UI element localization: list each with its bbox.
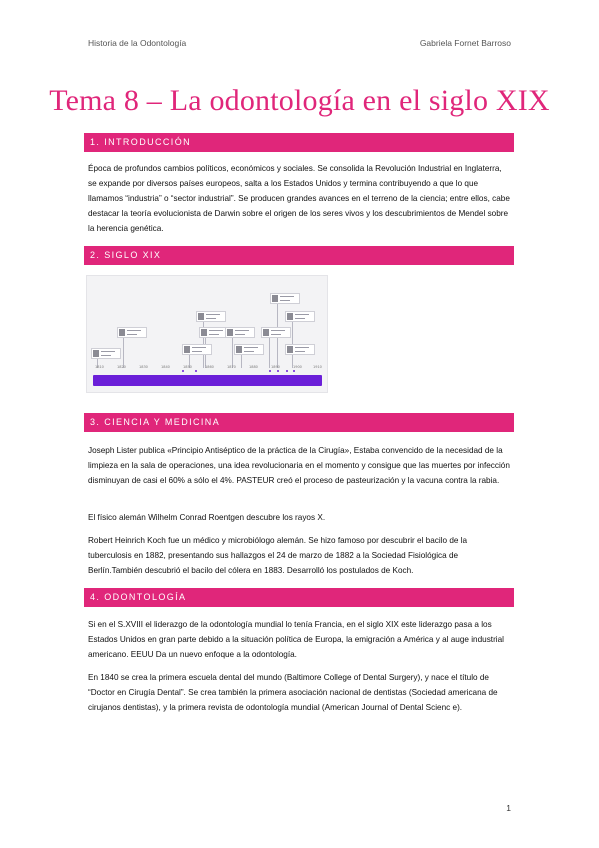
timeline-tick: 1910 xyxy=(313,365,322,369)
odontologia-paragraph-1: Si en el S.XVIII el liderazgo de la odontología mundial lo tenía Francia, en el siglo XIX este liderazgo pasa a los Estados Unidos en gran parte debido a la situación política de Europa, la emigración a América y al auge industrial americano. EEUU Da un nuevo enfoque a la odontología. xyxy=(88,620,504,659)
timeline-marker xyxy=(277,370,279,372)
section-heading-odontologia: 4. ODONTOLOGÍA xyxy=(84,588,514,607)
page-title: Tema 8 – La odontología en el siglo XIX xyxy=(49,84,550,117)
timeline-marker xyxy=(195,370,197,372)
timeline-tick: 1820 xyxy=(117,365,126,369)
page-number: 1 xyxy=(506,803,511,813)
timeline-event-card xyxy=(285,344,315,355)
timeline-marker xyxy=(269,370,271,372)
timeline-tick: 1840 xyxy=(161,365,170,369)
timeline-event-card xyxy=(91,348,121,359)
timeline-tick: 1810 xyxy=(95,365,104,369)
roentgen-paragraph: El físico alemán Wilhelm Conrad Roentgen descubre los rayos X. xyxy=(88,513,326,522)
timeline-tick: 1900 xyxy=(293,365,302,369)
timeline-event-card xyxy=(182,344,212,355)
timeline-tick: 1830 xyxy=(139,365,148,369)
timeline-event-card xyxy=(234,344,264,355)
timeline-stem xyxy=(203,316,204,368)
timeline-tick: 1890 xyxy=(271,365,280,369)
section-heading-ciencia-medicina: 3. CIENCIA Y MEDICINA xyxy=(84,413,514,432)
timeline-marker xyxy=(293,370,295,372)
section-heading-introduccion: 1. INTRODUCCIÓN xyxy=(84,133,514,152)
lister-pasteur-paragraph: Joseph Lister publica «Principio Antiséptico de la práctica de la Cirugía», Estaba convencido de la necesidad de la limpieza en la sala de operaciones, una idea revolucionaria en el momento y consigue que las muertes por infección disminuyan de casi el 60% a sólo el 4%. PASTEUR creó el proceso de pasteurización y la vacuna contra la rabia. xyxy=(88,446,510,485)
timeline-event-card xyxy=(261,327,291,338)
timeline-event-card xyxy=(285,311,315,322)
timeline-marker xyxy=(182,370,184,372)
timeline-event-card xyxy=(117,327,147,338)
timeline-tick: 1850 xyxy=(183,365,192,369)
timeline-tick: 1860 xyxy=(205,365,214,369)
koch-paragraph: Robert Heinrich Koch fue un médico y microbiólogo alemán. Se hizo famoso por descubrir el bacilo de la tuberculosis en 1882, presentando sus hallazgos el 24 de marzo de 1882 a la Sociedad Fisiológica de Berlín.También descubrió el bacilo del cólera en 1883. Desarrolló los postulados de Koch. xyxy=(88,536,468,575)
timeline-tick: 1880 xyxy=(249,365,258,369)
header-left: Historia de la Odontología xyxy=(88,38,187,48)
timeline-track xyxy=(93,375,322,386)
section-heading-siglo-xix: 2. SIGLO XIX xyxy=(84,246,514,265)
timeline-event-card xyxy=(270,293,300,304)
timeline-tick: 1870 xyxy=(227,365,236,369)
intro-paragraph: Época de profundos cambios políticos, económicos y sociales. Se consolida la Revolución Industrial en Inglaterra, se expande por diversos países europeos, salta a los Estados Unidos y termina contribuyendo a que lo que llamamos “industria” o “sector industrial”. Se producen grandes avances en el terreno de la ciencia; entre ellos, cabe destacar la teoría evolucionista de Darwin sobre el origen de los seres vivos y los descubrimientos de Mendel sobre la herencia genética. xyxy=(88,164,510,233)
header-right: Gabriela Fornet Barroso xyxy=(419,38,511,48)
timeline-event-card xyxy=(225,327,255,338)
timeline-event-card xyxy=(196,311,226,322)
odontologia-paragraph-2: En 1840 se crea la primera escuela dental del mundo (Baltimore College of Dental Surgery), y nace el título de “Doctor en Cirugía Dental”. Se crea también la primera asociación nacional de dentistas (Sociedad americana de cirujanos dentistas), y la primera revista de odontología mundial (American Journal of Dental Scienc e). xyxy=(88,673,498,712)
timeline-marker xyxy=(286,370,288,372)
timeline-image xyxy=(86,275,328,393)
